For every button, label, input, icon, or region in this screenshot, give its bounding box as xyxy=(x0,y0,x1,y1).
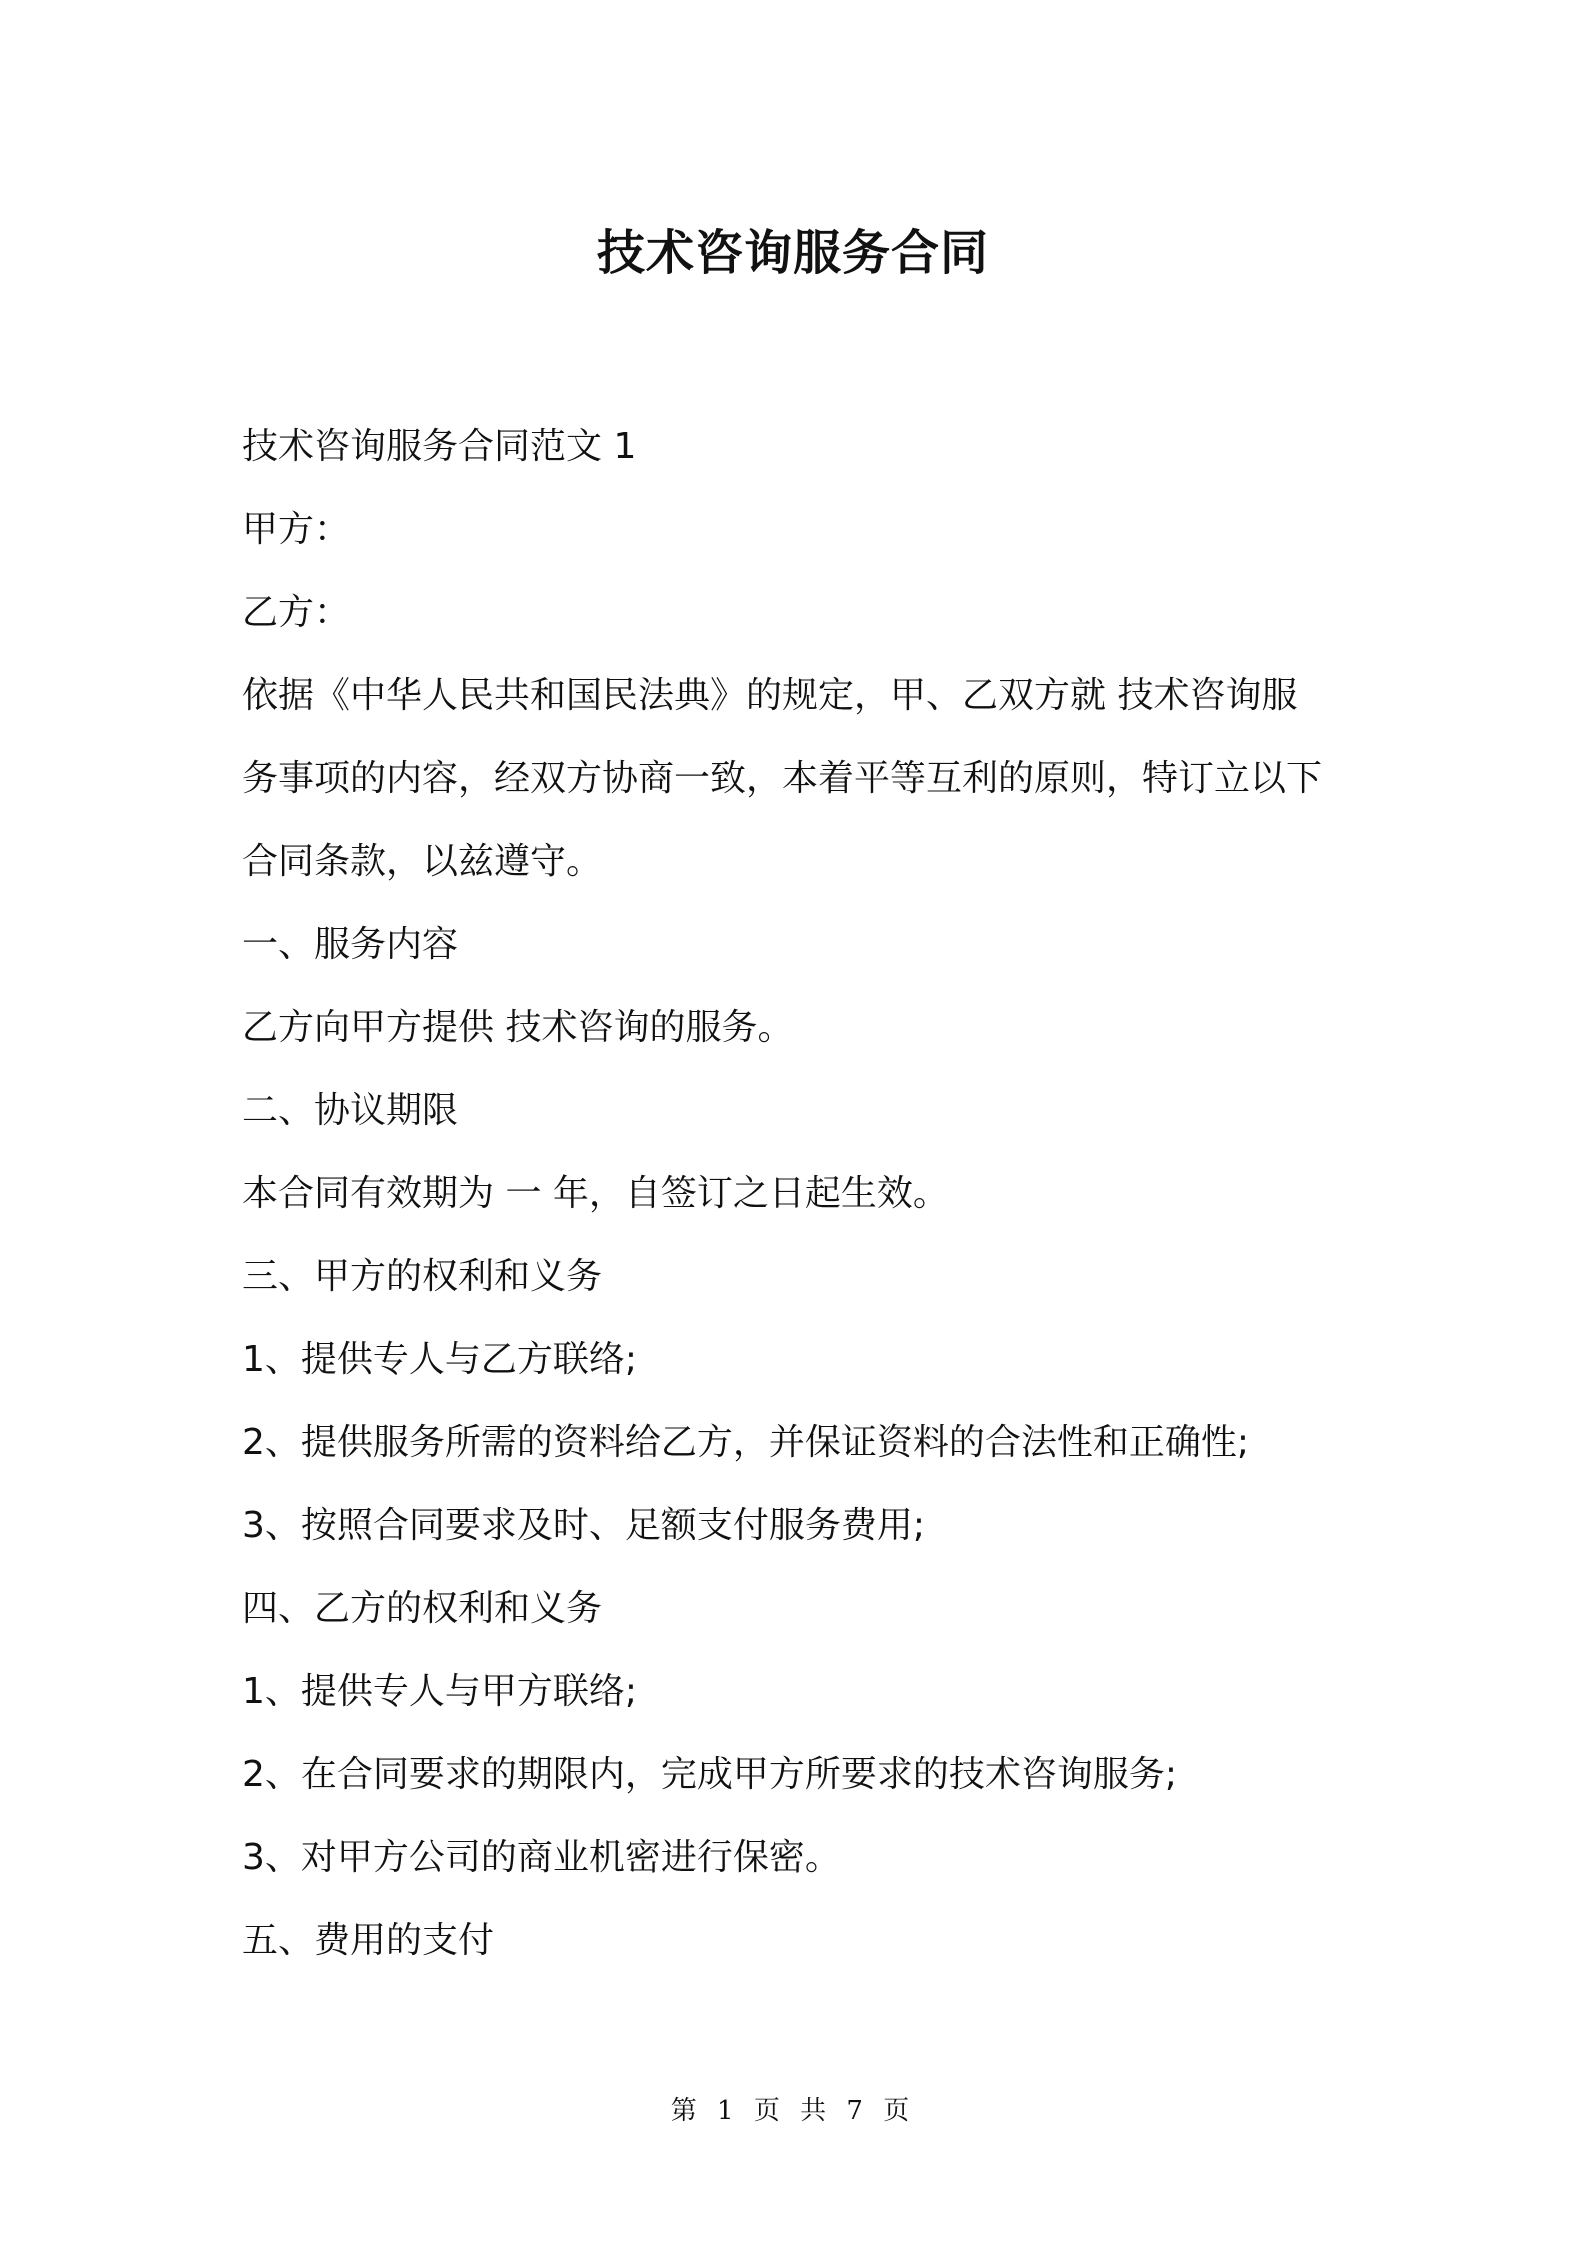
doc-line: 乙方： xyxy=(242,592,351,633)
doc-line: 乙方向甲方提供 技术咨询的服务。 xyxy=(242,1007,794,1048)
section-heading: 二、协议期限 xyxy=(242,1090,459,1131)
section-heading: 三、甲方的权利和义务 xyxy=(242,1256,603,1297)
list-item: 3、按照合同要求及时、足额支付服务费用; xyxy=(242,1505,926,1546)
section-heading: 四、乙方的权利和义务 xyxy=(242,1588,603,1629)
list-item: 1、提供专人与乙方联络; xyxy=(242,1339,638,1380)
doc-line: 甲方： xyxy=(242,509,351,550)
doc-line: 务事项的内容，经双方协商一致，本着平等互利的原则，特订立以下 xyxy=(242,758,1323,799)
doc-line: 依据《中华人民共和国民法典》的规定，甲、乙双方就 技术咨询服 xyxy=(242,675,1298,716)
page-number: 第 1 页 共 7 页 xyxy=(670,2096,916,2126)
list-item: 1、提供专人与甲方联络; xyxy=(242,1671,638,1712)
doc-line: 本合同有效期为 一 年，自签订之日起生效。 xyxy=(242,1173,949,1214)
document-title: 技术咨询服务合同 xyxy=(596,225,989,281)
section-heading: 一、服务内容 xyxy=(242,924,459,965)
list-item: 2、提供服务所需的资料给乙方，并保证资料的合法性和正确性; xyxy=(242,1422,1250,1463)
list-item: 3、对甲方公司的商业机密进行保密。 xyxy=(242,1837,841,1878)
document-body xyxy=(242,405,1362,1982)
doc-line: 合同条款，以兹遵守。 xyxy=(242,841,603,882)
section-heading: 五、费用的支付 xyxy=(242,1920,495,1961)
list-item: 2、在合同要求的期限内，完成甲方所要求的技术咨询服务; xyxy=(242,1754,1178,1795)
doc-line: 技术咨询服务合同范文 1 xyxy=(242,426,637,467)
